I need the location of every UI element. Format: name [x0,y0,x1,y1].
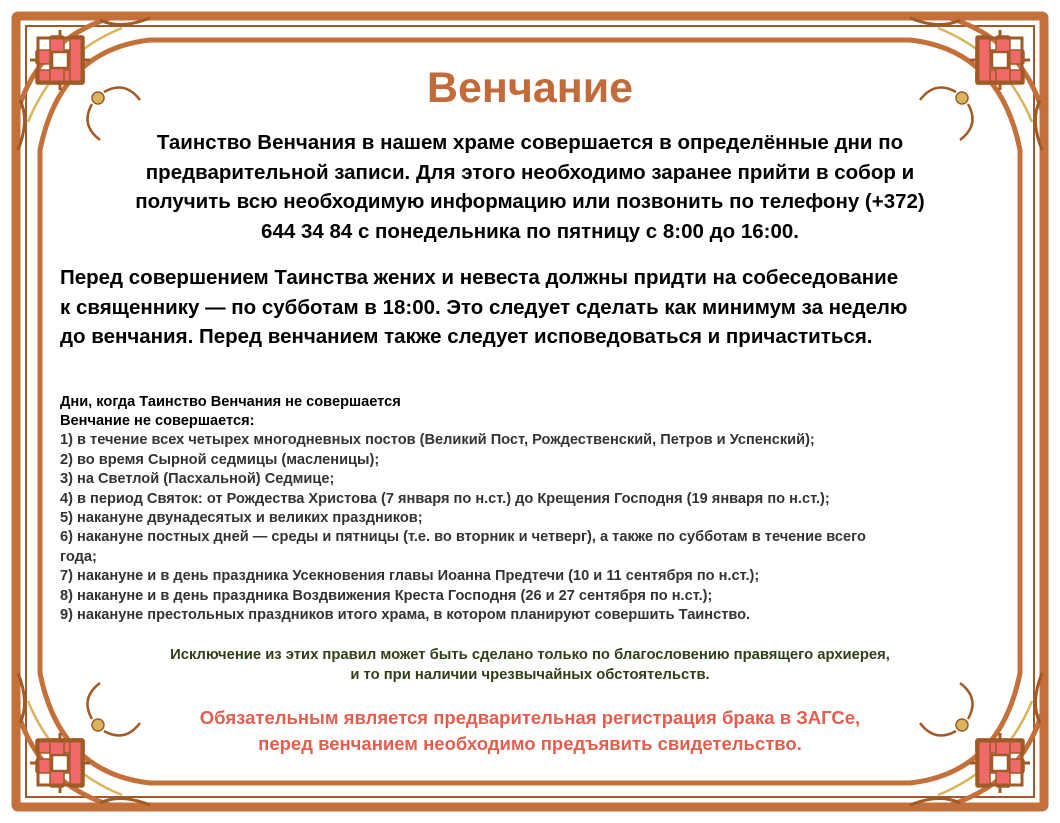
exception-line: и то при наличии чрезвычайных обстоятельств. [350,667,710,684]
notice-line: перед венчанием необходимо предъявить свидетельство. [258,733,802,755]
intro-line: получить всю необходимую информацию или позвонить по телефону (+372) [135,190,925,213]
list-item: 5) накануне двунадесятых и великих праздников; [60,509,423,526]
intro-line: предварительной записи. Для этого необходимо заранее прийти в собор и [145,160,915,184]
prep-line: к священнику — по субботам в 18:00. Это следует сделать как минимум за неделю [60,295,908,319]
list-item: 9) накануне престольных праздников итого храма, в котором планируют совершить Таинство. [60,606,751,623]
preparation-paragraph [60,263,1000,352]
list-item: 2) во время Сырной седмицы (масленицы); [60,451,380,468]
prep-line: до венчания. Перед венчанием также следует исповедоваться и причаститься. [60,325,873,348]
list-item: года; [60,548,97,565]
intro-line: Таинство Венчания в нашем храме совершается в определённые дни по [156,131,904,154]
registration-notice [60,705,1000,757]
exception-note [60,645,1000,685]
intro-paragraph [60,128,1000,246]
excluded-days-subheading: Венчание не совершается: [60,412,255,429]
page-title: Венчание [426,64,634,112]
list-item: 7) накануне и в день праздника Усекновения главы Иоанна Предтечи (10 и 11 сентября по н.ст.); [60,568,760,585]
list-item: 4) в период Святок: от Рождества Христова (7 января по н.ст.) до Крещения Господня (19 января по н.ст.); [60,490,830,507]
excluded-days-heading: Дни, когда Таинство Венчания не совершается [60,393,401,410]
list-item: 3) на Светлой (Пасхальной) Седмице; [60,471,335,488]
exception-line: Исключение из этих правил может быть сделано только по благословению правящего архиерея, [170,647,890,664]
notice-line: Обязательным является предварительная регистрация брака в ЗАГСе, [199,707,861,729]
list-item: 8) накануне и в день праздника Воздвижения Креста Господня (26 и 27 сентября по н.ст.); [60,587,713,604]
prep-line: Перед совершением Таинства жених и невеста должны придти на собеседование [60,266,899,289]
list-item: 6) накануне постных дней — среды и пятницы (т.е. во вторник и четверг), а также по субботам в течение всего [60,529,866,546]
list-item: 1) в течение всех четырех многодневных постов (Великий Пост, Рождественский, Петров и Успенский); [60,432,815,449]
intro-line: 644 34 84 с понедельника по пятницу с 8:00 до 16:00. [261,219,799,243]
document-body [60,56,1000,776]
excluded-days-section [60,393,1000,626]
